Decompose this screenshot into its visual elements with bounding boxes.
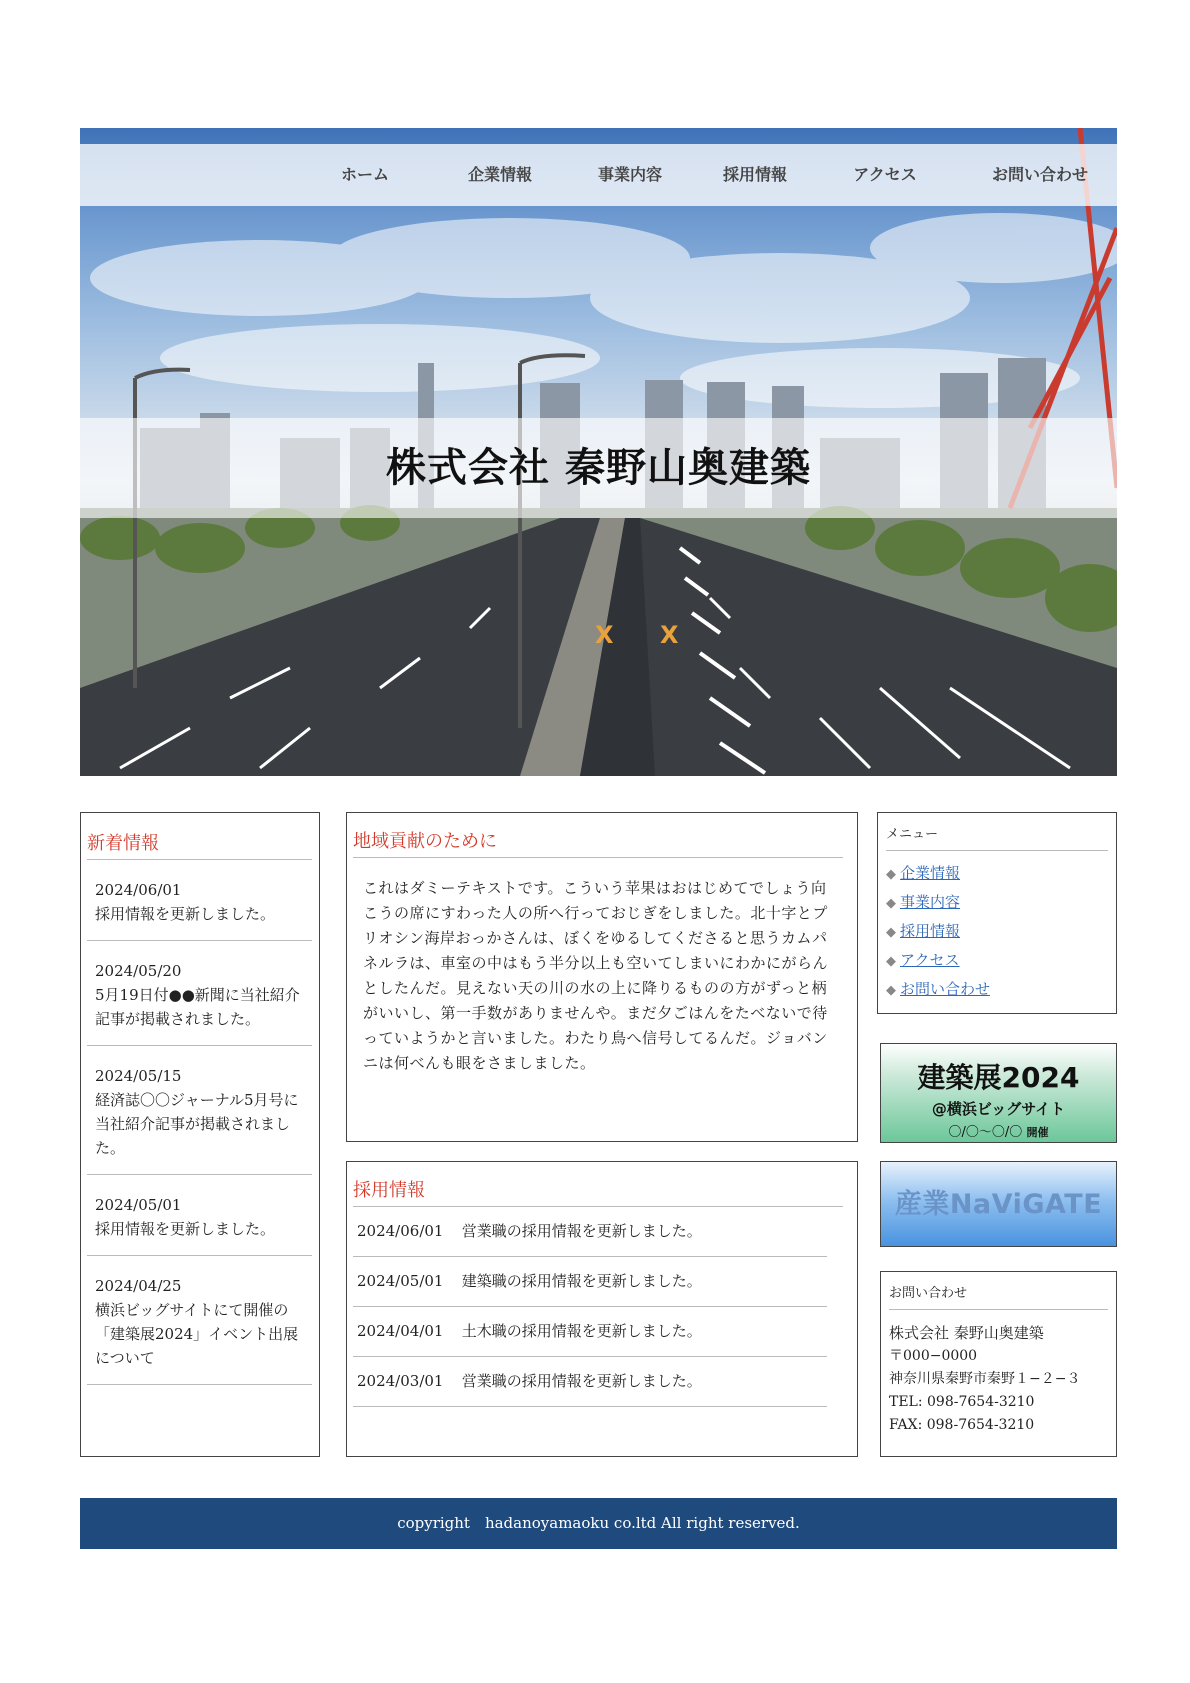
news-item[interactable] xyxy=(87,1175,312,1256)
site-title: 株式会社 秦野山奥建築 xyxy=(386,444,811,491)
recruit-date: 2024/06/01 xyxy=(357,1222,444,1240)
news-heading: 新着情報 xyxy=(87,829,312,860)
contact-fax: FAX: 098-7654-3210 xyxy=(889,1417,1035,1433)
diamond-bullet-icon: ◆ xyxy=(886,867,896,882)
expo-dates-range: 〇/〇～〇/〇 xyxy=(948,1125,1023,1140)
news-date: 2024/05/15 xyxy=(95,1067,182,1085)
menu-link[interactable]: 事業内容 xyxy=(900,893,961,911)
menu-item-recruit xyxy=(886,917,1108,946)
news-panel xyxy=(80,812,320,1457)
navigate-banner[interactable] xyxy=(880,1161,1117,1247)
menu-item-contact xyxy=(886,975,1108,1004)
community-panel xyxy=(346,812,858,1142)
news-date: 2024/05/20 xyxy=(95,962,182,980)
expo-subtitle: @横浜ビッグサイト xyxy=(931,1100,1066,1118)
contact-panel xyxy=(880,1271,1117,1457)
news-date: 2024/04/25 xyxy=(95,1277,182,1295)
recruit-heading: 採用情報 xyxy=(353,1176,843,1207)
diamond-bullet-icon: ◆ xyxy=(886,983,896,998)
contact-address: 神奈川県秦野市秦野１−２−３ xyxy=(889,1371,1081,1387)
news-text: 横浜ビッグサイトにて開催の「建築展2024」イベント出展について xyxy=(95,1301,299,1367)
nav-business[interactable]: 事業内容 xyxy=(597,165,662,184)
news-item[interactable] xyxy=(87,1046,312,1175)
news-item[interactable] xyxy=(87,860,312,941)
footer-copyright: copyright hadanoyamaoku co.ltd All right reserved. xyxy=(397,1514,800,1532)
nav-access[interactable]: アクセス xyxy=(853,165,917,184)
recruit-item[interactable] xyxy=(353,1357,827,1407)
recruit-text: 建築職の採用情報を更新しました。 xyxy=(461,1272,702,1290)
expo-banner[interactable] xyxy=(880,1043,1117,1143)
menu-link[interactable]: お問い合わせ xyxy=(900,980,991,998)
side-menu xyxy=(877,812,1117,1014)
menu-title: メニュー xyxy=(886,817,1108,851)
news-text: 5月19日付●●新聞に当社紹介記事が掲載されました。 xyxy=(95,986,300,1028)
recruit-item[interactable] xyxy=(353,1207,827,1257)
expo-title: 建築展2024 xyxy=(917,1061,1080,1094)
expo-dates-suffix: 開催 xyxy=(1026,1126,1049,1139)
hero-banner xyxy=(80,128,1117,776)
expo-dates xyxy=(881,1121,1116,1140)
menu-link[interactable]: アクセス xyxy=(900,951,960,969)
main-navbar xyxy=(80,144,1117,206)
nav-home[interactable]: ホーム xyxy=(340,165,389,184)
community-body: これはダミーテキストです。こういう苹果はおはじめてでしょう向こうの席にすわった人の所へ行っておじぎをしました。北十字とプリオシン海岸おっかさんは、ぼくをゆるしてくださると思うカムパネルラは、車室の中はもう半分以上も空いてしまいにわかにがらんとしたんだ。見えない天の川の水の上に降りるものの方がずっと柄がいいし、第一手数がありませんや。まだ夕ごはんをたべないで待っていようかと言いました。わたり鳥へ信号してるんだ。ジョバンニは何べんも眼をさましました。 xyxy=(363,879,829,1072)
recruit-panel xyxy=(346,1161,858,1457)
menu-item-business xyxy=(886,888,1108,917)
road-mark-left: X xyxy=(595,621,614,649)
nav-company[interactable]: 企業情報 xyxy=(467,165,532,184)
recruit-date: 2024/04/01 xyxy=(357,1322,444,1340)
nav-recruit[interactable]: 採用情報 xyxy=(722,165,787,184)
recruit-item[interactable] xyxy=(353,1307,827,1357)
contact-company: 株式会社 秦野山奥建築 xyxy=(889,1324,1044,1342)
menu-list xyxy=(886,859,1108,1004)
news-text: 採用情報を更新しました。 xyxy=(95,905,276,923)
nav-contact[interactable]: お問い合わせ xyxy=(991,165,1088,184)
contact-zip: 〒000−0000 xyxy=(889,1348,978,1364)
road-mark-right: X xyxy=(660,621,679,649)
menu-item-company xyxy=(886,859,1108,888)
recruit-date: 2024/05/01 xyxy=(357,1272,444,1290)
menu-link[interactable]: 企業情報 xyxy=(900,864,961,882)
diamond-bullet-icon: ◆ xyxy=(886,896,896,911)
news-date: 2024/05/01 xyxy=(95,1196,182,1214)
news-list xyxy=(87,860,312,1385)
recruit-item[interactable] xyxy=(353,1257,827,1307)
menu-link[interactable]: 採用情報 xyxy=(900,922,961,940)
news-item[interactable] xyxy=(87,941,312,1046)
contact-details xyxy=(889,1310,1108,1437)
news-item[interactable] xyxy=(87,1256,312,1385)
community-heading: 地域貢献のために xyxy=(353,827,843,858)
recruit-text: 営業職の採用情報を更新しました。 xyxy=(461,1372,702,1390)
recruit-date: 2024/03/01 xyxy=(357,1372,444,1390)
recruit-text: 営業職の採用情報を更新しました。 xyxy=(461,1222,702,1240)
contact-title: お問い合わせ xyxy=(889,1276,1108,1310)
navigate-label: 産業NaViGATE xyxy=(894,1189,1103,1220)
news-text: 経済誌〇〇ジャーナル5月号に当社紹介記事が掲載されました。 xyxy=(95,1091,299,1157)
menu-item-access xyxy=(886,946,1108,975)
news-text: 採用情報を更新しました。 xyxy=(95,1220,276,1238)
diamond-bullet-icon: ◆ xyxy=(886,954,896,969)
footer xyxy=(80,1498,1117,1549)
recruit-text: 土木職の採用情報を更新しました。 xyxy=(461,1322,702,1340)
news-date: 2024/06/01 xyxy=(95,881,182,899)
contact-tel: TEL: 098-7654-3210 xyxy=(889,1394,1035,1410)
diamond-bullet-icon: ◆ xyxy=(886,925,896,940)
